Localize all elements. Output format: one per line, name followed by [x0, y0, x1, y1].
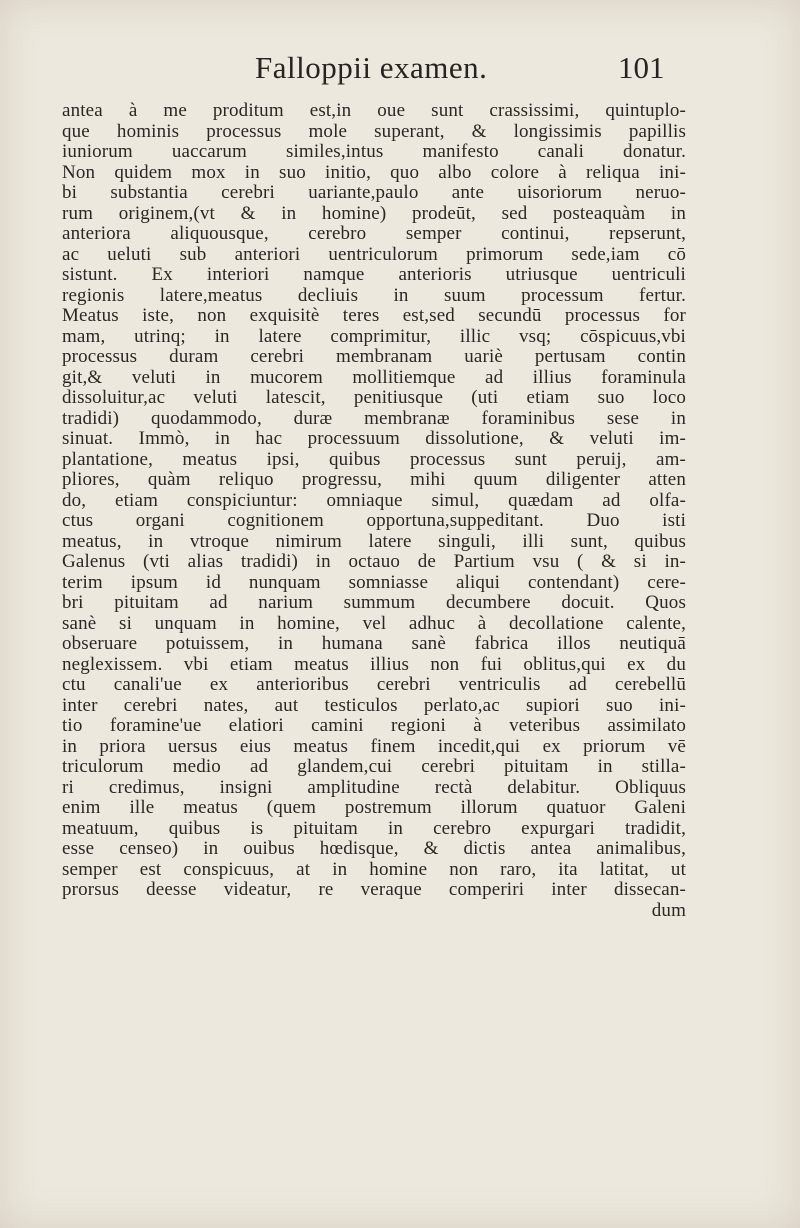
text-line: obseruare potuissem, in humana sanè fabrica illos neutiquā: [62, 633, 686, 654]
text-line: mam, utrinq; in latere comprimitur, illic vsq; cōspicuus,vbi: [62, 325, 686, 347]
catchword: dum: [651, 899, 686, 921]
text-line: anteriora aliquousque, cerebro semper continui, repserunt,: [62, 223, 686, 244]
text-line: inter cerebri nates, aut testiculos perlato,ac supiori suo ini-: [62, 694, 686, 716]
text-line: triculorum medio ad glandem,cui cerebri pituitam in stilla-: [62, 756, 686, 777]
text-line: ri credimus, insigni amplitudine rectà delabitur. Obliquus: [62, 776, 686, 798]
text-line: plantatione, meatus ipsi, quibus processus sunt peruij, am-: [62, 448, 686, 470]
text-line: que hominis processus mole superant, & longissimis papillis: [62, 120, 686, 142]
text-line: terim ipsum id nunquam somniasse aliqui contendant) cere-: [62, 571, 686, 593]
text-line: tradidi) quodammodo, duræ membranæ foraminibus sese in: [62, 407, 686, 429]
text-line: antea à me proditum est,in oue sunt crassissimi, quintuplo-: [62, 100, 686, 121]
text-line: bri pituitam ad narium summum decumbere docuit. Quos: [62, 592, 686, 613]
text-line: sinuat. Immò, in hac processuum dissolutione, & veluti im-: [62, 428, 686, 449]
text-line: pliores, quàm reliquo progressu, mihi quum diligenter atten: [62, 469, 686, 490]
page-number: 101: [618, 50, 665, 85]
text-line: esse censeo) in ouibus hœdisque, & dictis antea animalibus,: [62, 838, 686, 859]
text-line: Meatus iste, non exquisitè teres est,sed secundū processus for: [62, 305, 686, 326]
text-line: regionis latere,meatus decliuis in suum processum fertur.: [62, 284, 686, 306]
body-text: [62, 101, 686, 921]
running-head: [0, 50, 800, 100]
text-line: processus duram cerebri membranam uariè pertusam contin: [62, 346, 686, 367]
text-line: meatus, in vtroque nimirum latere singuli, illi sunt, quibus: [62, 530, 686, 552]
text-line: Non quidem mox in suo initio, quo albo colore à reliqua ini-: [62, 161, 686, 183]
text-line: rum originem,(vt & in homine) prodeūt, sed posteaquàm in: [62, 202, 686, 224]
text-line: do, etiam conspiciuntur: omniaque simul, quædam ad olfa-: [62, 489, 686, 511]
text-line: Galenus (vti alias tradidi) in octauo de Partium vsu ( & si in-: [62, 551, 686, 572]
text-line: meatuum, quibus is pituitam in cerebro expurgari tradidit,: [62, 817, 686, 839]
text-line: iuniorum uaccarum similes,intus manifesto canali donatur.: [62, 141, 686, 162]
text-line: enim ille meatus (quem postremum illorum quatuor Galeni: [62, 797, 686, 818]
text-line: prorsus deesse videatur, re veraque comperiri inter dissecan-: [62, 879, 686, 900]
text-line: git,& veluti in mucorem mollitiemque ad illius foraminula: [62, 366, 686, 388]
text-line: semper est conspicuus, at in homine non raro, ita latitat, ut: [62, 858, 686, 880]
text-line: ctu canali'ue ex anterioribus cerebri ventriculis ad cerebellū: [62, 674, 686, 695]
text-line: dissoluitur,ac veluti latescit, penitiusque (uti etiam suo loco: [62, 387, 686, 408]
text-line: sistunt. Ex interiori namque anterioris utriusque uentriculi: [62, 264, 686, 285]
text-line: sanè si unquam in homine, vel adhuc à decollatione calente,: [62, 612, 686, 634]
running-title: Falloppii examen.: [255, 50, 488, 85]
text-line: bi substantia cerebri uariante,paulo ante uisoriorum neruo-: [62, 182, 686, 203]
text-line: neglexissem. vbi etiam meatus illius non fui oblitus,qui ex du: [62, 653, 686, 675]
text-line: tio foramine'ue elatiori camini regioni à veteribus assimilato: [62, 715, 686, 736]
text-line: in priora uersus eius meatus finem incedit,qui ex priorum vē: [62, 735, 686, 757]
text-line: ctus organi cognitionem opportuna,suppeditant. Duo isti: [62, 510, 686, 531]
text-line: ac ueluti sub anteriori uentriculorum primorum sede,iam cō: [62, 243, 686, 265]
